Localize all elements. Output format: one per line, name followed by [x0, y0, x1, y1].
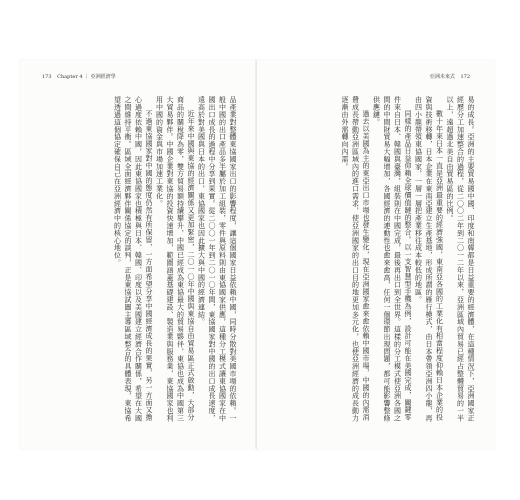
right-page-header: [430, 74, 474, 80]
paragraph: 品產業對整體東協國家出口的影響程度，讓這個國家日益依賴中國，同時分散對美國市場的依賴。一般中國的出口產品多半屬於加工組裝，零件與原料則由東協國家供應，這種分工模式讓東協國家在中國出口成長的過程中分享到果實。從二〇〇一年到二〇一〇年間，東協國家對中國的出口成長速度，遠高於對美國與日本的出口，東協國家也因此擴大與中國的經濟連結。: [197, 96, 237, 422]
left-page: [20, 60, 257, 449]
right-page-number: 172: [460, 74, 470, 80]
chapter-label: Chapter 4: [57, 74, 83, 80]
paragraph: 過去以美國為主的東亞出口市場也發生變化，現在亞洲國家愈來愈依賴中國市場，中國的內需消費成長帶動亞洲區域內的進口需求，使亞洲國家的出口目的地更加多元化，也使亞洲經濟的成長動力逐漸由外需轉向內需。: [341, 96, 370, 422]
chapter-title: 亞洲經濟學: [90, 74, 116, 80]
paragraph: 同樣的產品日益仰賴全球價值鏈的整合。以一支智慧型手機為例，設計可能在美國完成，關鍵零件來自日本、韓國與臺灣，組裝則在中國完成，最後再出口到全世界。這樣的分工模式使亞洲各國之間的中間財貿易大幅增加，各國經濟的連動性也愈來愈高，任何一個環節出現問題，都可能影響整條供應鏈。: [372, 96, 412, 422]
paragraph: 近年來中國與東協的經濟關係又更加緊密，二〇一〇年中國與東協自由貿易區正式啟動，大部分商品的關稅降為零，雙方貿易額持續攀升，中國已經成為東協最大的貿易夥伴，東協也成為中國第三大貿易夥伴。中國企業對東協的投資快速增加，範圍涵蓋基礎建設、製造業與服務業，東協國家也利用中國的資金與市場加速工業化。: [155, 96, 195, 422]
paragraph: 不過東協國家對中國的態度仍然有所保留，一方面希望分享中國經濟成長的果實，另一方面又擔心過度依賴中國，因此東協國家也積極與日本、韓國、印度以及美國建立經濟合作關係，希望在大國之間維持平衡。區域全面經濟夥伴關係協定的談判，正是東協試圖主導區域整合的具體表現，東協希望透過這個協定確保自己在亞洲經濟中的核心地位。: [113, 96, 153, 422]
right-page: [257, 60, 494, 449]
right-page-body: [273, 96, 476, 426]
left-page-header: [38, 74, 116, 80]
paragraph: 數十年來日本一直是亞洲最重要的經濟強國，東南亞各國的工業化有相當程度仰賴日本企業的投資與技術移轉，日本企業在東南亞建立生產基地，形成所謂的雁行模式，由日本帶領亞洲四小龍，再由四小龍帶領東協國家，一層一層把產業移往成本較低的地區。: [414, 96, 444, 422]
left-page-body: [38, 96, 238, 426]
book-spread: [20, 60, 494, 449]
header-separator: ｜: [84, 74, 90, 80]
running-title: 亞洲未來式: [429, 74, 455, 80]
paragraph: 易的成長。亞洲的主要貿易國中國、印度和南韓都是日益重要的經濟體，在這種情況下，亞洲國家正經歷分工加速整合的過程，從二〇〇二年到二〇一二年以來，亞洲區域內貿易已經占整體貿易的一半以上，遠超過北美自由貿易區的比例。: [446, 96, 475, 422]
left-page-number: 173: [42, 74, 52, 80]
